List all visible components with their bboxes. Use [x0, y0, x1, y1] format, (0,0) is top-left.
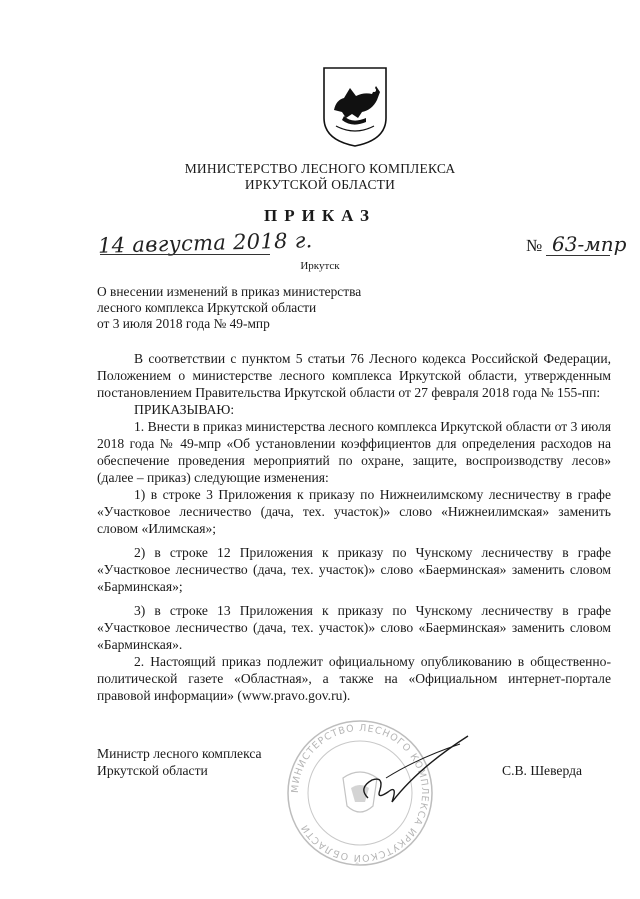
subject-line: лесного комплекса Иркутской области [97, 300, 317, 315]
number-underline [546, 255, 610, 256]
subject-line: О внесении изменений в приказ министерства [97, 284, 362, 299]
ministry-name-line1: МИНИСТЕРСТВО ЛЕСНОГО КОМПЛЕКСА [184, 161, 456, 176]
seal-text: МИНИСТЕРСТВО ЛЕСНОГО КОМПЛЕКСА ИРКУТСКОЙ ОБЛАСТИ [289, 722, 431, 864]
number-sign: № [526, 236, 543, 255]
ministry-name-line2: ИРКУТСКОЙ ОБЛАСТИ [244, 177, 396, 192]
signatory-position [97, 745, 262, 779]
position-line: Иркутской области [97, 763, 208, 778]
item-1-paragraph: 1. Внести в приказ министерства лесного комплекса Иркутской области от 3 июля 2018 года № 49-мпр «Об установлении коэффициентов для определения расходов на обеспечение проведения мероприятий по охране, защите, воспроизводству лесов» (далее – приказ) следующие изменения: [97, 419, 611, 485]
preamble-paragraph: В соответствии с пунктом 5 статьи 76 Лесного кодекса Российской Федерации, Положением о министерстве лесного комплекса Иркутской области, утвержденным постановлением Правительства Иркутской области от 27 февраля 2018 года № 155-пп: [97, 351, 611, 400]
position-line: Министр лесного комплекса [97, 746, 262, 761]
subitem-3-paragraph: 3) в строке 13 Приложения к приказу по Чунскому лесничеству в графе «Участковое лесничество (дача, тех. участок)» слово «Баерминская» заменить словом «Барминская». [97, 603, 611, 652]
order-number: 63-мпр [552, 232, 627, 256]
subitem-2-paragraph: 2) в строке 12 Приложения к приказу по Чунскому лесничеству в графе «Участковое лесничество (дача, тех. участок)» слово «Баерминская» заменить словом «Барминская»; [97, 545, 611, 594]
signatory-name: С.В. Шеверда [502, 763, 583, 778]
order-date: 14 августа 2018 г. [97, 228, 313, 258]
subitem-1-paragraph: 1) в строке 3 Приложения к приказу по Нижнеилимскому лесничеству в графе «Участковое лесничество (дача, тех. участок)» слово «Нижнеилимская» заменить словом «Илимская»; [97, 487, 611, 536]
handwritten-signature [328, 718, 478, 818]
item-2-paragraph: 2. Настоящий приказ подлежит официальному опубликованию в общественно-политической газете «Областная», а также на «Официальном интернет-портале правовой информации» (www.pravo.gov.ru). [97, 654, 611, 703]
order-body [97, 350, 611, 704]
city: Иркутск [300, 260, 340, 272]
coat-of-arms-icon [322, 66, 388, 148]
order-word: ПРИКАЗЫВАЮ: [134, 402, 235, 417]
subject-line: от 3 июля 2018 года № 49-мпр [97, 316, 270, 331]
order-subject [97, 284, 361, 332]
date-underline [100, 254, 270, 255]
document-title: ПРИКАЗ [264, 206, 376, 225]
